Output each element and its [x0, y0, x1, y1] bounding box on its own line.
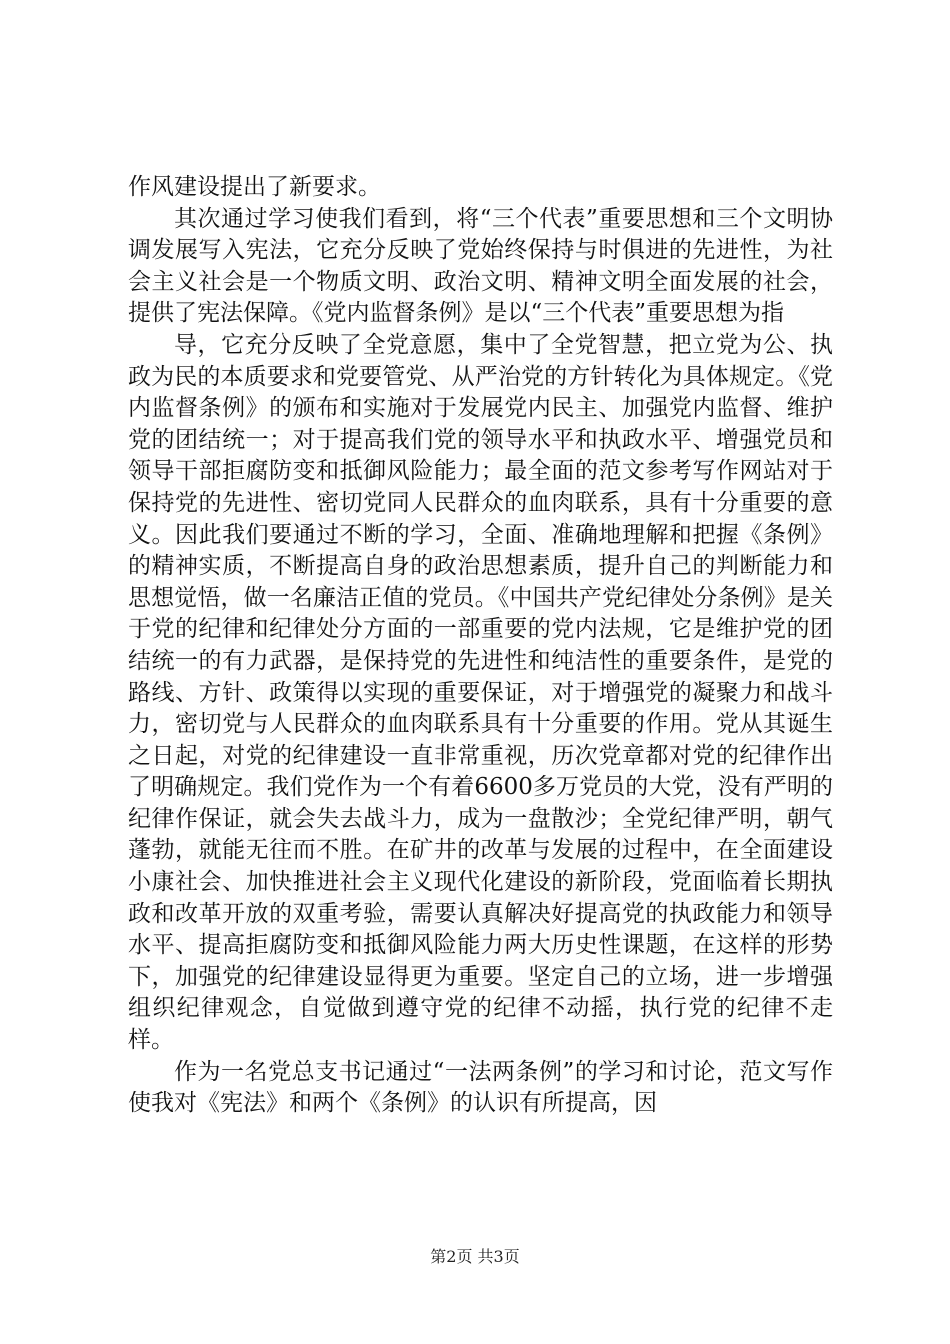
- paragraph-1: 作风建设提出了新要求。: [128, 174, 381, 200]
- page-footer: 第2页 共3页: [430, 1247, 520, 1266]
- paragraph-3: 导，它充分反映了全党意愿，集中了全党智慧，把立党为公、执政为民的本质要求和党要管党、从严治党的方针转化为具体规定。《党内监督条例》的颁布和实施对于发展党内民主、加强党内监督、维护党的团结统一；对于提高我们党的领导水平和执政水平、增强党员和领导干部拒腐防变和抵御风险能力；最全面的范文参考写作网站对于保持党的先进性、密切党同人民群众的血肉联系，具有十分重要的意义。因此我们要通过不断的学习，全面、准确地理解和把握《条例》的精神实质，不断提高自身的政治思想素质，提升自己的判断能力和思想觉悟，做一名廉洁正值的党员。《中国共产党纪律处分条例》是关于党的纪律和纪律处分方面的一部重要的党内法规，它是维护党的团结统一的有力武器，是保持党的先进性和纯洁性的重要条件，是党的路线、方针、政策得以实现的重要保证，对于增强党的凝聚力和战斗力，密切党与人民群众的血肉联系具有十分重要的作用。党从其诞生之日起，对党的纪律建设一直非常重视，历次党章都对党的纪律作出了明确规定。我们党作为一个有着6600多万党员的大党，没有严明的纪律作保证，就会失去战斗力，成为一盘散沙；全党纪律严明，朝气蓬勃，就能无往而不胜。在矿井的改革与发展的过程中，在全面建设小康社会、加快推进社会主义现代化建设的新阶段，党面临着长期执政和改革开放的双重考验，需要认真解决好提高党的执政能力和领导水平、提高拒腐防变和抵御风险能力两大历史性课题，在这样的形势下，加强党的纪律建设显得更为重要。坚定自己的立场，进一步增强组织纪律观念，自觉做到遵守党的纪律不动摇，执行党的纪律不走样。: [128, 331, 833, 1054]
- paragraph-4: 作为一名党总支书记通过“一法两条例”的学习和讨论，范文写作使我对《宪法》和两个《条例》的认识有所提高，因: [128, 1058, 833, 1117]
- paragraph-2: 其次通过学习使我们看到，将“三个代表”重要思想和三个文明协调发展写入宪法，它充分反映了党始终保持与时俱进的先进性，为社会主义社会是一个物质文明、政治文明、精神文明全面发展的社会，提供了宪法保障。《党内监督条例》是以“三个代表”重要思想为指: [128, 205, 833, 327]
- document-body: [128, 172, 833, 1120]
